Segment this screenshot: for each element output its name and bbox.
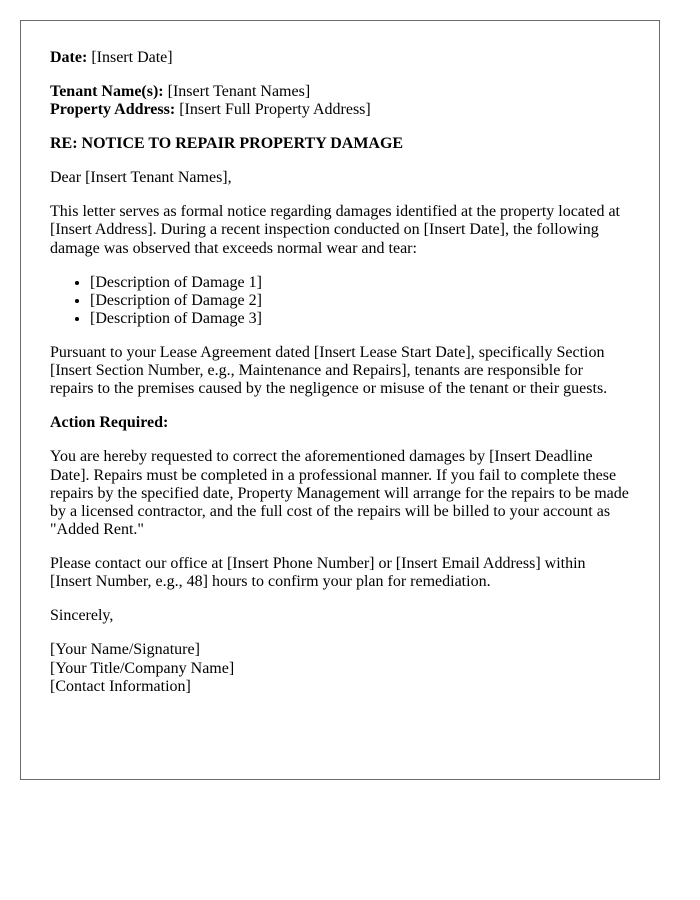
damage-item-3: • [Description of Damage 3] [90, 310, 630, 328]
signature-block [50, 641, 630, 696]
subject-line: RE: NOTICE TO REPAIR PROPERTY DAMAGE [50, 135, 404, 153]
signature-contact: [Contact Information] [50, 677, 191, 695]
action-heading: Action Required: [50, 414, 169, 432]
tenant-label: Tenant Name(s): [50, 83, 164, 100]
date-line [50, 49, 630, 67]
closing: Sincerely, [50, 607, 114, 625]
contact-paragraph: Please contact our office at [Insert Phone Number] or [Insert Email Address] within [Insert Number, e.g., 48] hours to confirm your plan for remediation. [50, 555, 586, 591]
damage-item-1: • [Description of Damage 1] [90, 274, 630, 292]
intro-paragraph: This letter serves as formal notice regarding damages identified at the property located at [Insert Address]. During a recent inspection conducted on [Insert Date], the following damage was observed that exceeds normal wear and tear: [50, 203, 620, 257]
date-label: Date: [50, 49, 88, 66]
date-value: [Insert Date] [91, 49, 173, 66]
tenant-line [50, 83, 630, 101]
damage-item-2: • [Description of Damage 2] [90, 292, 630, 310]
letter-document [20, 20, 660, 780]
signature-title: [Your Title/Company Name] [50, 659, 235, 677]
tenant-value: [Insert Tenant Names] [167, 83, 311, 100]
signature-name: [Your Name/Signature] [50, 641, 200, 659]
salutation: Dear [Insert Tenant Names], [50, 169, 232, 187]
lease-paragraph: Pursuant to your Lease Agreement dated [Insert Lease Start Date], specifically Section [Insert Section Number, e.g., Maintenance and Repairs], tenants are responsible for repairs to the premises caused by the negligence or misuse of the tenant or their guests. [50, 344, 608, 398]
address-line [50, 101, 630, 119]
action-paragraph: You are hereby requested to correct the aforementioned damages by [Insert Deadline Date]. Repairs must be completed in a professional manner. If you fail to complete these repairs by the specified date, Property Management will arrange for the repairs to be made by a licensed contractor, and the full cost of the repairs will be billed to your account as "Added Rent." [50, 448, 629, 539]
recipient-block [50, 83, 630, 119]
damage-list [50, 274, 630, 329]
address-value: [Insert Full Property Address] [179, 101, 371, 119]
address-label: Property Address: [50, 101, 176, 119]
